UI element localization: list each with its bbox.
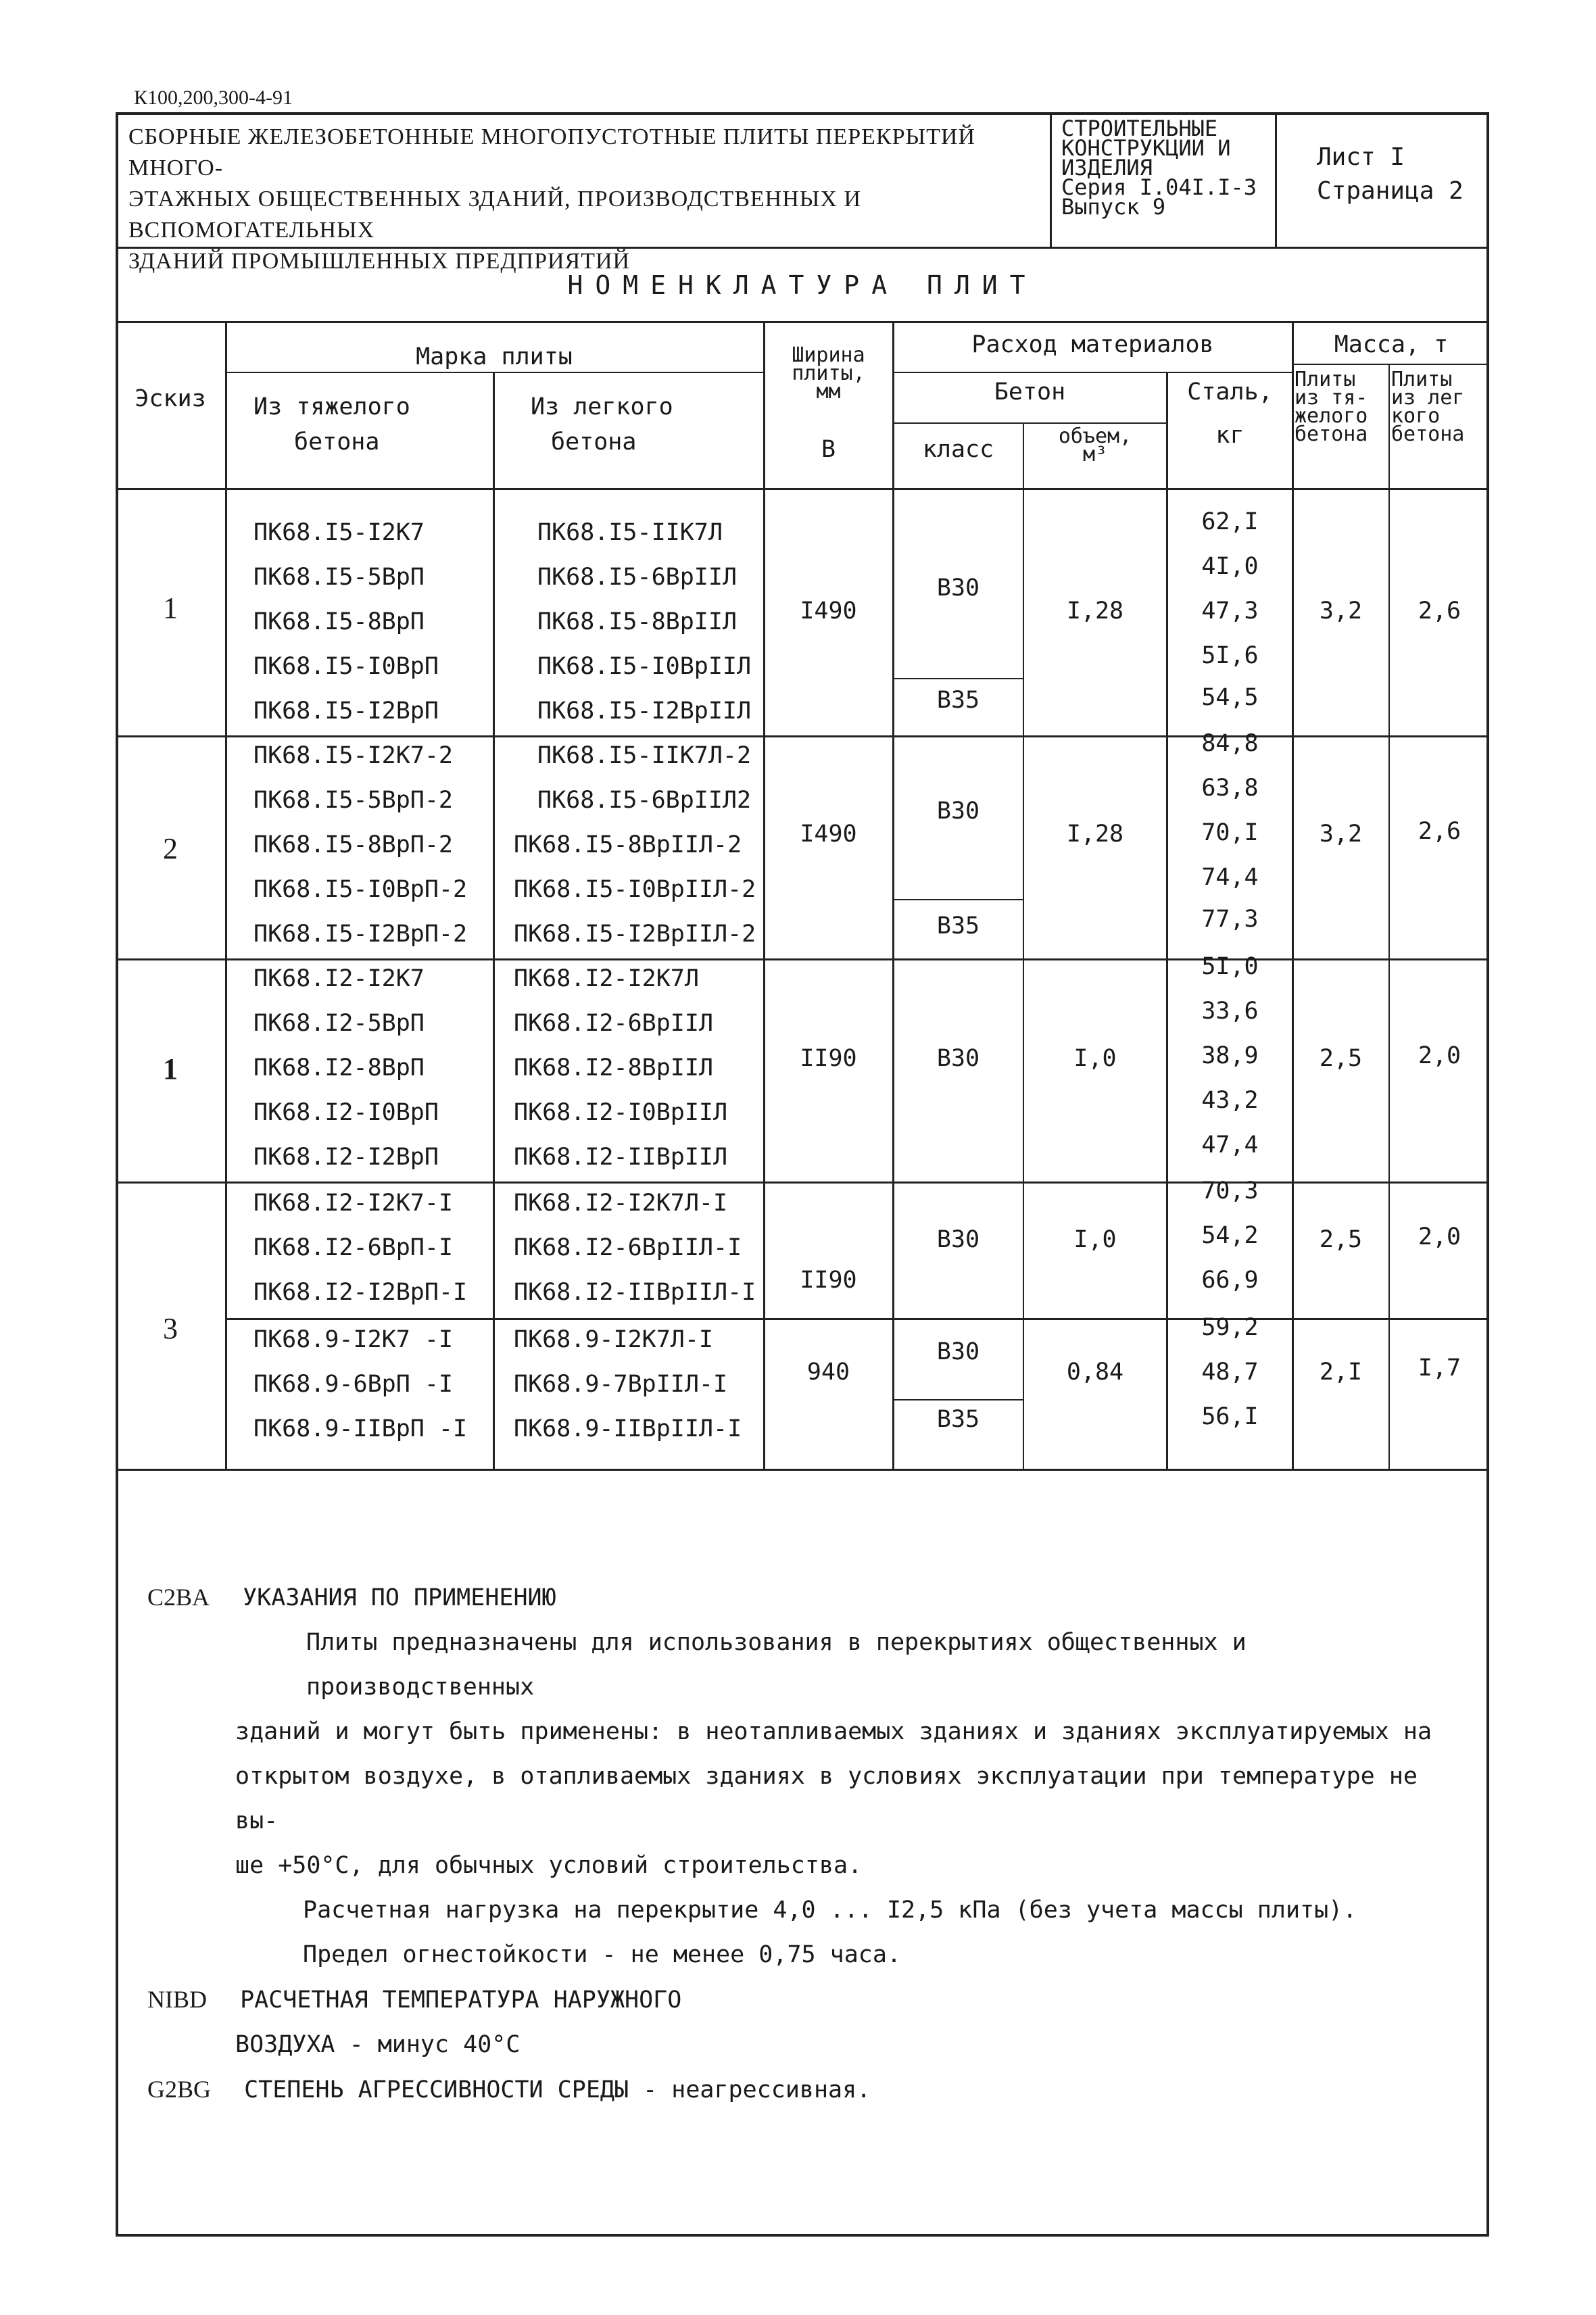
table-row-4-heavy: ПК68.I5-I0ВрП: [253, 653, 439, 680]
group-3-sketch: 1: [163, 1052, 178, 1086]
table-row-13-heavy: ПК68.I2-8ВрП: [253, 1054, 425, 1081]
table-row-19-heavy: ПК68.9-I2К7 -I: [253, 1326, 454, 1353]
group-2-mass-light: 2,6: [1418, 818, 1461, 845]
table-row-10-light: ПК68.I5-I2ВрIIЛ-2: [514, 921, 756, 948]
table-row-3-steel: 47,3: [1201, 598, 1259, 625]
header-title-line-2: ЭТАЖНЫХ ОБЩЕСТВЕННЫХ ЗДАНИЙ, ПРОИЗВОДСТВЕННЫХ И ВСПОМОГАТЕЛЬНЫХ: [128, 187, 862, 243]
header-light-line-1: Из легкого: [531, 393, 673, 420]
header-steel-line-2: кг: [1215, 422, 1244, 449]
table-row-5-steel: 54,5: [1201, 684, 1259, 711]
series-block: [1061, 116, 1284, 220]
header-materials: Расход материалов: [971, 331, 1214, 358]
group-4-class-a: В30: [936, 1226, 980, 1253]
table-row-21-heavy: ПК68.9-IIВрП -I: [253, 1415, 468, 1442]
table-row-12-steel: 33,6: [1201, 998, 1259, 1025]
series-line-2: КОНСТРУКЦИИ И: [1061, 135, 1231, 161]
group-1-class-b: В35: [936, 687, 980, 714]
class-split-line: [894, 678, 1023, 679]
table-title: НОМЕНКЛАТУРА ПЛИТ: [567, 270, 1038, 300]
table-row-14-steel: 43,2: [1201, 1087, 1259, 1114]
table-row-19-steel: 59,2: [1201, 1314, 1259, 1341]
table-row-16-heavy: ПК68.I2-I2К7-I: [253, 1190, 454, 1217]
header-width-line-1: Ширина: [792, 343, 865, 367]
table-row-3-light: ПК68.I5-8ВрIIЛ: [537, 608, 737, 635]
group-2-width: I490: [800, 821, 857, 848]
group-5-width: 940: [806, 1359, 850, 1386]
group-4-sketch: 3: [163, 1312, 178, 1345]
header-steel: [1168, 379, 1292, 449]
table-row-21-light: ПК68.9-IIВрIIЛ-I: [514, 1415, 742, 1442]
group-1-class-a: В30: [936, 575, 980, 602]
table-row-16-light: ПК68.I2-I2К7Л-I: [514, 1190, 728, 1217]
header-width-line-3: мм: [816, 380, 841, 404]
sheet-block: [1317, 141, 1464, 208]
table-row-15-light: ПК68.I2-IIВрIIЛ: [514, 1144, 728, 1171]
temperature-line-2: ВОЗДУХА - минус 40°С: [235, 2031, 521, 2058]
temperature-heading: [147, 1977, 1472, 2022]
table-row-17-light: ПК68.I2-6ВрIIЛ-I: [514, 1234, 742, 1261]
table-row-14-heavy: ПК68.I2-I0ВрП: [253, 1099, 439, 1126]
table-row-9-light: ПК68.I5-I0ВрIIЛ-2: [514, 876, 756, 903]
col-line: [1292, 321, 1294, 1470]
aggressiveness-text: СТЕПЕНЬ АГРЕССИВНОСТИ СРЕДЫ - неагрессивная.: [244, 2076, 871, 2103]
group-1-mass-heavy: 3,2: [1319, 598, 1363, 625]
temperature-tag: NIBD: [147, 1986, 207, 2013]
header-steel-line-1: Сталь,: [1187, 379, 1273, 406]
concrete-subheader-line: [894, 422, 1167, 424]
group-2-volume: I,28: [1066, 821, 1124, 848]
group-5-class-a: В30: [936, 1338, 980, 1365]
table-row-4-steel: 5I,6: [1201, 642, 1259, 669]
col-line: [493, 372, 495, 1470]
header-mass-heavy-line-1: Плиты: [1295, 368, 1356, 391]
class-split-line: [894, 1399, 1023, 1400]
group-5-mass-light: I,7: [1418, 1355, 1461, 1382]
header-light-line-2: бетона: [551, 429, 637, 456]
table-row-11-light: ПК68.I2-I2К7Л: [514, 965, 699, 992]
header-mass-light-line-3: кого: [1391, 404, 1441, 428]
col-line: [892, 321, 894, 1470]
aggressiveness-heading: [147, 2067, 1472, 2112]
group-5-class-b: В35: [936, 1406, 980, 1433]
table-row-19-light: ПК68.9-I2К7Л-I: [514, 1326, 714, 1353]
group-3-width: II90: [800, 1045, 857, 1072]
table-row-11-heavy: ПК68.I2-I2К7: [253, 965, 425, 992]
group-3-class-a: В30: [936, 1045, 980, 1072]
col-line: [1388, 364, 1390, 1470]
table-row-20-steel: 48,7: [1201, 1359, 1259, 1386]
application-line-2: зданий и могут быть применены: в неотапливаемых зданиях и зданиях эксплуатируемых на: [235, 1718, 1432, 1745]
header-mass-light: [1391, 368, 1489, 446]
group-5-volume: 0,84: [1066, 1359, 1124, 1386]
table-row-6-light: ПК68.I5-IIК7Л-2: [537, 742, 752, 769]
group-2-class-a: В30: [936, 798, 980, 825]
table-row-6-heavy: ПК68.I5-I2К7-2: [253, 742, 454, 769]
header-mass-heavy-line-2: из тя-: [1295, 386, 1368, 410]
class-split-line: [894, 899, 1023, 900]
table-row-1-steel: 62,I: [1201, 508, 1259, 535]
application-line-4: ше +50°С, для обычных условий строительства.: [235, 1852, 863, 1879]
header-mass-heavy: [1295, 368, 1388, 446]
header-divider-1: [1050, 112, 1052, 247]
page-number: Страница 2: [1317, 177, 1464, 205]
table-row-4-light: ПК68.I5-I0ВрIIЛ: [537, 653, 752, 680]
table-row-18-light: ПК68.I2-IIВрIIЛ-I: [514, 1279, 756, 1306]
table-row-1-light: ПК68.I5-IIК7Л: [537, 519, 723, 546]
group-4-mass-light: 2,0: [1418, 1223, 1461, 1250]
group-2-mass-heavy: 3,2: [1319, 821, 1363, 848]
header-mass: Масса, т: [1334, 331, 1449, 358]
table-row-8-heavy: ПК68.I5-8ВрП-2: [253, 831, 454, 858]
table-row-20-heavy: ПК68.9-6ВрП -I: [253, 1371, 454, 1398]
mark-subheader-line: [225, 372, 765, 373]
header-width-line-2: плиты,: [792, 362, 865, 385]
group-4-width: II90: [800, 1267, 857, 1294]
header-mass-light-line-2: из лег: [1391, 386, 1465, 410]
table-row-13-light: ПК68.I2-8ВрIIЛ: [514, 1054, 714, 1081]
table-row-2-light: ПК68.I5-6ВрIIЛ: [537, 564, 737, 591]
temperature-line-1: РАСЧЕТНАЯ ТЕМПЕРАТУРА НАРУЖНОГО: [240, 1987, 682, 2014]
col-line: [1023, 490, 1024, 1470]
header-mass-heavy-line-4: бетона: [1295, 422, 1368, 446]
header-heavy-line-1: Из тяжелого: [253, 393, 410, 420]
notes-section: [147, 1575, 1472, 2112]
table-row-20-light: ПК68.9-7ВрIIЛ-I: [514, 1371, 728, 1398]
header-heavy: [253, 389, 410, 460]
header-class: класс: [922, 436, 994, 463]
header-title: [128, 122, 1027, 277]
group-2-class-b: В35: [936, 912, 980, 940]
header-mass-light-line-4: бетона: [1391, 422, 1465, 446]
table-row-16-steel: 70,3: [1201, 1177, 1259, 1204]
table-row-15-steel: 47,4: [1201, 1131, 1259, 1159]
group-1-sketch: 1: [163, 591, 178, 625]
table-row-12-heavy: ПК68.I2-5ВрП: [253, 1010, 425, 1037]
table-row-8-steel: 70,I: [1201, 819, 1259, 846]
table-row-18-heavy: ПК68.I2-I2ВрП-I: [253, 1279, 468, 1306]
header-volume: [1024, 424, 1166, 466]
header-volume-line-2: м³: [1082, 443, 1108, 466]
series-line-3: ИЗДЕЛИЯ: [1061, 155, 1153, 180]
col-line: [225, 321, 227, 1470]
group-3-volume: I,0: [1073, 1045, 1117, 1072]
application-heading: [147, 1575, 1472, 1620]
group-1-width: I490: [800, 598, 857, 625]
aggressiveness-tag: G2BG: [147, 2076, 212, 2103]
table-row-9-heavy: ПК68.I5-I0ВрП-2: [253, 876, 468, 903]
header-width: [765, 343, 892, 404]
col-line: [763, 321, 765, 1470]
header-mark: Марка плиты: [416, 343, 573, 370]
table-row-3-heavy: ПК68.I5-8ВрП: [253, 608, 425, 635]
table-bottom-line: [116, 1469, 1489, 1471]
table-row-5-light: ПК68.I5-I2ВрIIЛ: [537, 698, 752, 725]
header-mass-heavy-line-3: желого: [1295, 404, 1368, 428]
table-row-17-steel: 54,2: [1201, 1222, 1259, 1249]
application-line-1: Плиты предназначены для использования в перекрытиях общественных и производственных: [306, 1629, 1247, 1701]
group-1-mass-light: 2,6: [1418, 598, 1461, 625]
header-heavy-line-2: бетона: [294, 429, 380, 456]
materials-subheader-line: [894, 372, 1292, 373]
series-line-4: Серия I.04I.I-3: [1061, 174, 1257, 200]
header-light: [531, 389, 673, 460]
application-tag: C2BA: [147, 1584, 210, 1611]
header-volume-line-1: объем,: [1058, 424, 1132, 448]
table-row-2-heavy: ПК68.I5-5ВрП: [253, 564, 425, 591]
table-row-18-steel: 66,9: [1201, 1267, 1259, 1294]
header-sketch: Эскиз: [135, 385, 206, 412]
table-row-7-steel: 63,8: [1201, 775, 1259, 802]
table-row-14-light: ПК68.I2-I0ВрIIЛ: [514, 1099, 728, 1126]
table-row-7-light: ПК68.I5-6ВрIIЛ2: [537, 787, 752, 814]
application-line-5: Расчетная нагрузка на перекрытие 4,0 ... I2,5 кПа (без учета массы плиты).: [303, 1897, 1357, 1924]
table-row-21-steel: 56,I: [1201, 1403, 1259, 1430]
document-code: К100,200,300-4-91: [134, 87, 293, 109]
header-width-symbol: В: [821, 436, 836, 463]
application-line-3: открытом воздухе, в отапливаемых зданиях в условиях эксплуатации при температуре не вы-: [235, 1763, 1418, 1834]
table-row-12-light: ПК68.I2-6ВрIIЛ: [514, 1010, 714, 1037]
application-line-6: Предел огнестойкости - не менее 0,75 часа.: [303, 1941, 902, 1968]
table-row-2-steel: 4I,0: [1201, 553, 1259, 580]
group-4-mass-heavy: 2,5: [1319, 1226, 1363, 1253]
subgroup-separator: [225, 1318, 1489, 1320]
group-3-mass-light: 2,0: [1418, 1042, 1461, 1069]
table-row-9-steel: 74,4: [1201, 864, 1259, 891]
table-row-13-steel: 38,9: [1201, 1042, 1259, 1069]
table-row-8-light: ПК68.I5-8ВрIIЛ-2: [514, 831, 742, 858]
mass-subheader-line: [1292, 364, 1489, 365]
table-row-11-steel: 5I,0: [1201, 953, 1259, 980]
header-concrete: Бетон: [994, 379, 1066, 406]
table-row-5-heavy: ПК68.I5-I2ВрП: [253, 698, 439, 725]
header-title-line-3: ЗДАНИЙ ПРОМЫШЛЕННЫХ ПРЕДПРИЯТИЙ: [128, 249, 631, 274]
table-row-7-heavy: ПК68.I5-5ВрП-2: [253, 787, 454, 814]
series-line-1: СТРОИТЕЛЬНЫЕ: [1061, 116, 1218, 141]
sheet-number: Лист I: [1317, 143, 1405, 171]
table-row-6-steel: 84,8: [1201, 730, 1259, 757]
table-row-15-heavy: ПК68.I2-I2ВрП: [253, 1144, 439, 1171]
table-header-bottom: [116, 488, 1489, 490]
header-title-line-1: СБОРНЫЕ ЖЕЛЕЗОБЕТОННЫЕ МНОГОПУСТОТНЫЕ ПЛИТЫ ПЕРЕКРЫТИЙ МНОГО-: [128, 124, 976, 180]
application-title: УКАЗАНИЯ ПО ПРИМЕНЕНИЮ: [243, 1584, 556, 1611]
group-3-mass-heavy: 2,5: [1319, 1045, 1363, 1072]
series-line-5: Выпуск 9: [1061, 194, 1166, 220]
header-mass-light-line-1: Плиты: [1391, 368, 1453, 391]
table-row-10-steel: 77,3: [1201, 906, 1259, 933]
table-row-10-heavy: ПК68.I5-I2ВрП-2: [253, 921, 468, 948]
table-row-17-heavy: ПК68.I2-6ВрП-I: [253, 1234, 454, 1261]
table-top-line: [116, 321, 1489, 323]
group-4-volume: I,0: [1073, 1226, 1117, 1253]
group-1-volume: I,28: [1066, 598, 1124, 625]
group-2-sketch: 2: [163, 832, 178, 865]
table-row-1-heavy: ПК68.I5-I2К7: [253, 519, 425, 546]
group-5-mass-heavy: 2,I: [1319, 1359, 1363, 1386]
